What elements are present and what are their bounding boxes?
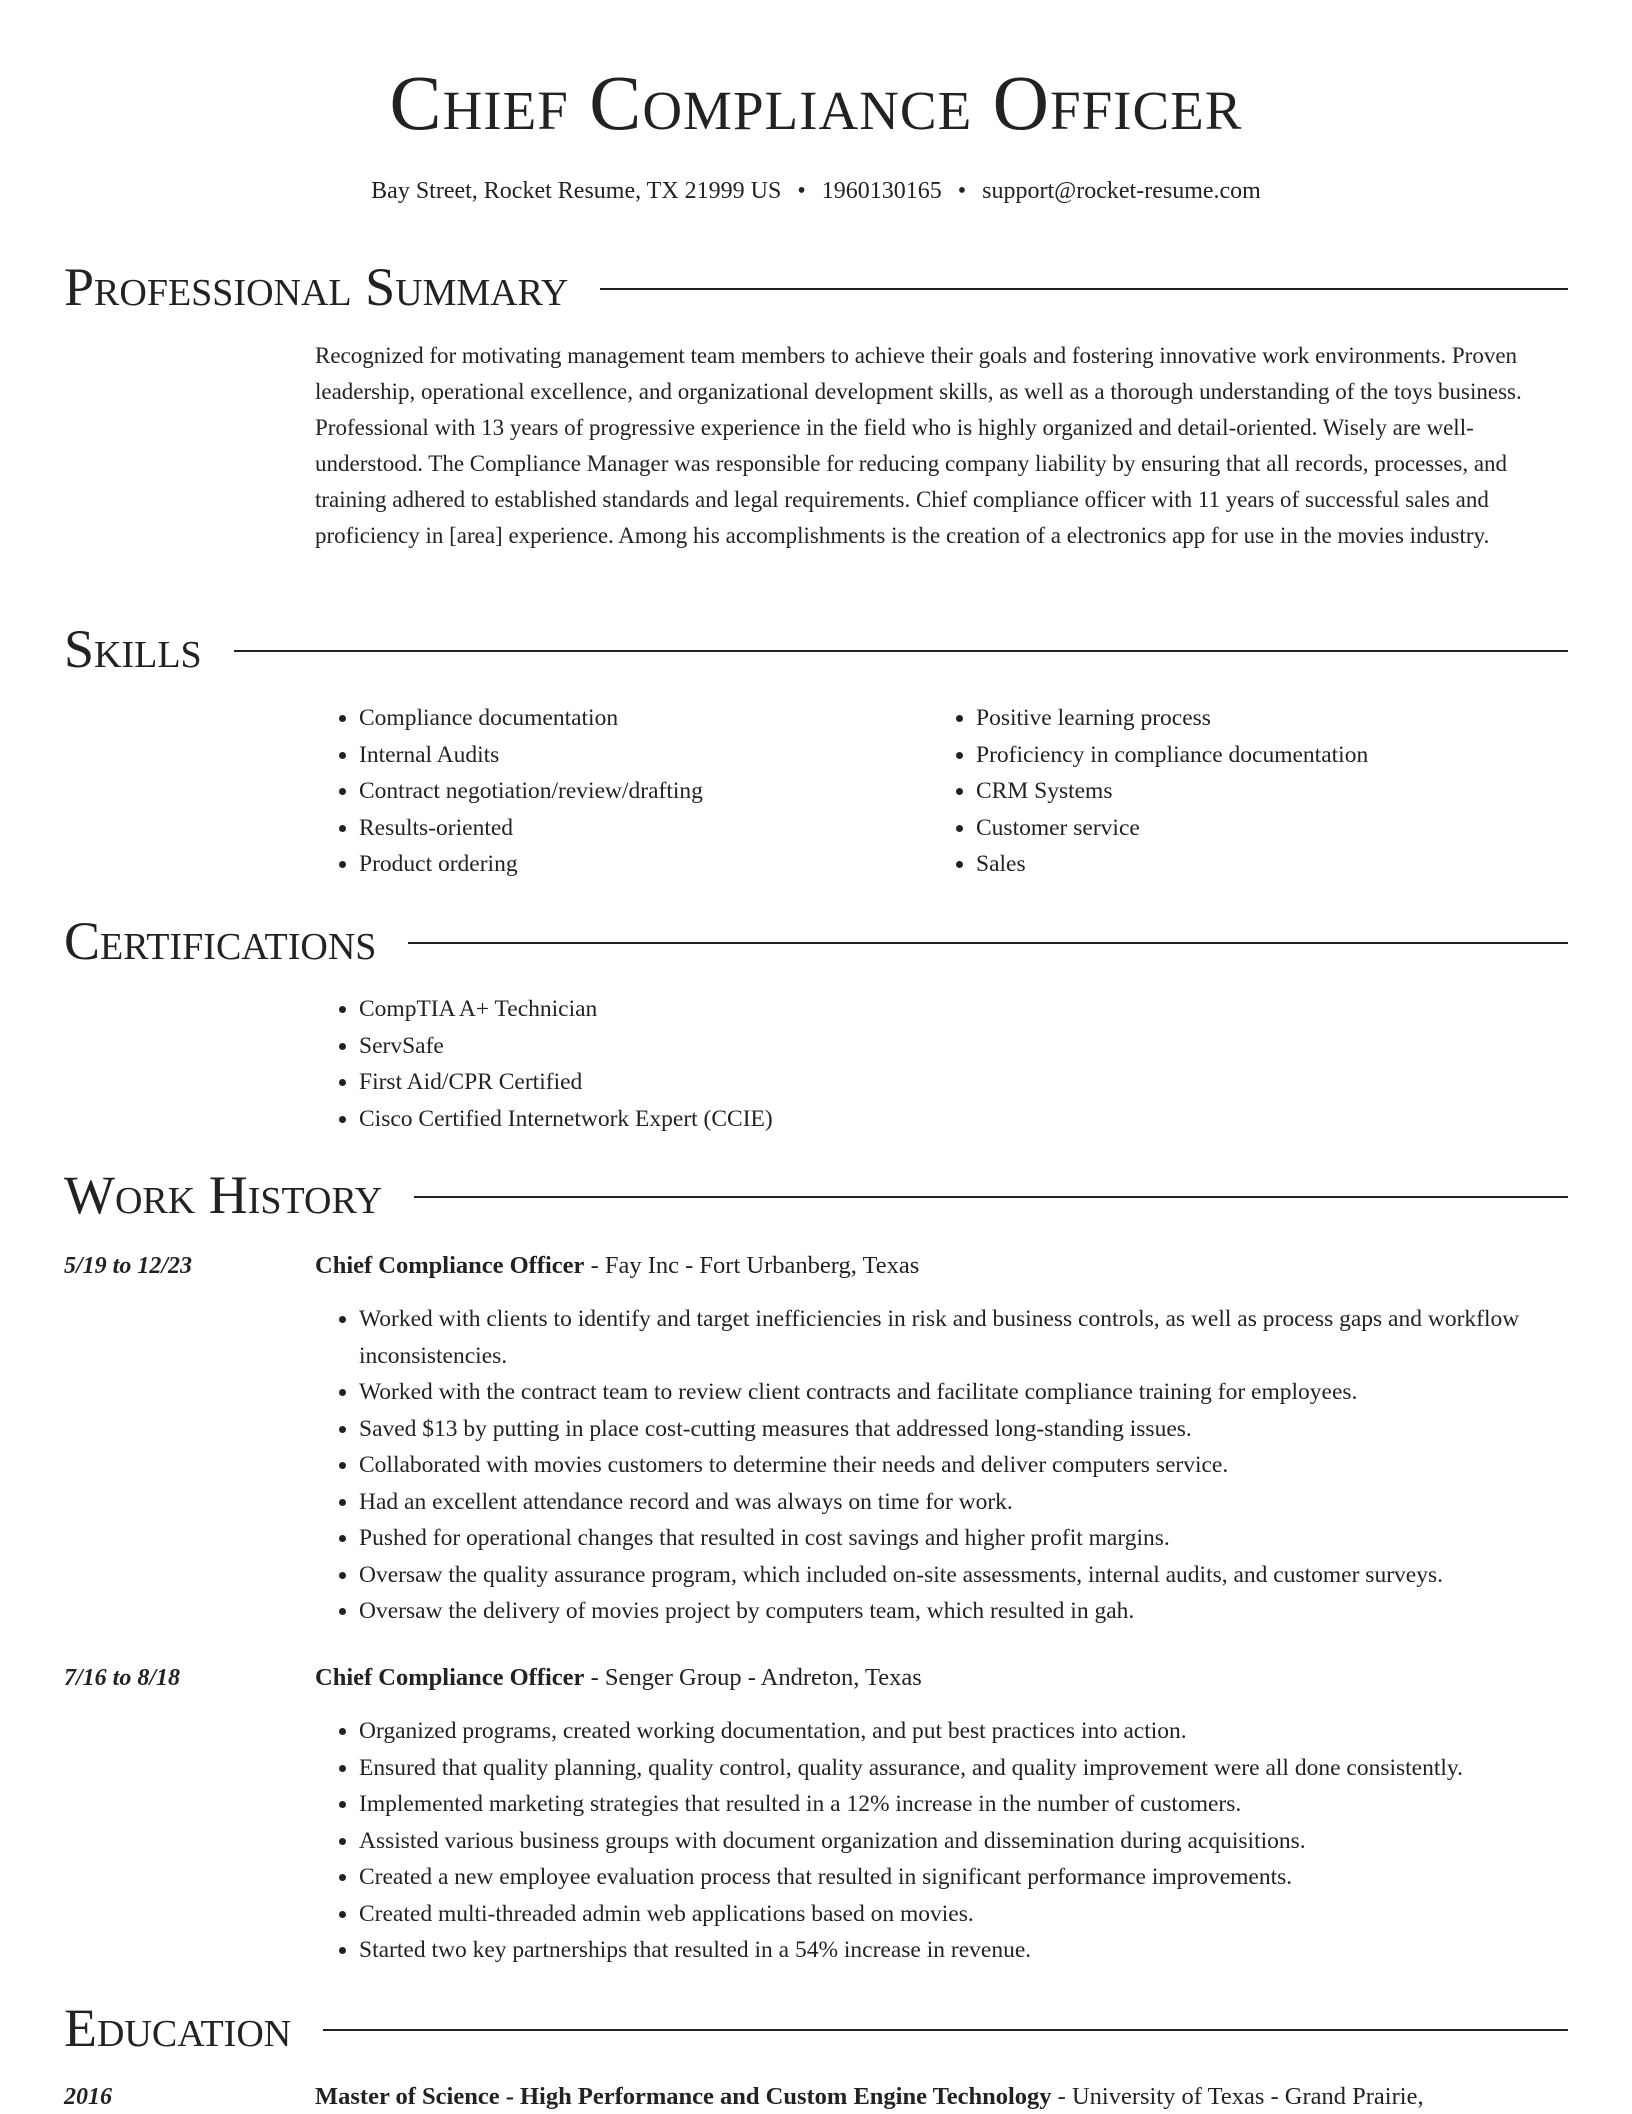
education-degree: Master of Science - High Performance and Custom Engine Technology [315, 2083, 1052, 2110]
list-item: • Oversaw the quality assurance program, which included on-site assessments, internal audits, and customer surveys. [359, 1557, 1567, 1594]
list-item: • Sales [976, 846, 1562, 883]
job-title: Chief Compliance Officer [315, 1252, 585, 1279]
list-item: • Product ordering [359, 846, 915, 883]
section-divider [408, 942, 1568, 944]
list-item: • Cisco Certified Internetwork Expert (CCIE) [359, 1101, 1565, 1138]
job-dates: 7/16 to 8/18 [64, 1665, 181, 1691]
list-item: • Created a new employee evaluation process that resulted in significant performance improvements. [359, 1859, 1567, 1896]
section-divider [234, 650, 1568, 652]
list-item: • Worked with clients to identify and target inefficiencies in risk and business controls, as well as process gaps and workflow inconsistencies. [359, 1301, 1567, 1374]
education-year: 2016 [64, 2084, 112, 2110]
education-line [315, 2080, 1567, 2114]
education-school: - University of Texas - Grand Prairie, [1051, 2083, 1424, 2110]
list-item: • Compliance documentation [359, 700, 915, 737]
job-title: Chief Compliance Officer [315, 1664, 585, 1691]
contact-separator: • [957, 178, 967, 204]
contact-line [0, 174, 1632, 208]
list-item: • Ensured that quality planning, quality control, quality assurance, and quality improvement were all done consistently. [359, 1750, 1567, 1787]
list-item: • Results-oriented [359, 810, 915, 847]
list-item: • Had an excellent attendance record and was always on time for work. [359, 1484, 1567, 1521]
resume-name: Chief Compliance Officer [389, 59, 1243, 146]
section-heading-summary [64, 256, 1568, 318]
list-item: • Started two key partnerships that resulted in a 54% increase in revenue. [359, 1932, 1567, 1969]
job-title-line [315, 1249, 1567, 1283]
list-item: • Assisted various business groups with document organization and dissemination during acquisitions. [359, 1823, 1567, 1860]
section-title: Certifications [64, 911, 377, 971]
list-item: • Contract negotiation/review/drafting [359, 773, 915, 810]
section-divider [414, 1196, 1568, 1198]
section-title: Education [64, 1998, 292, 2058]
skills-right-column [932, 700, 1562, 883]
section-heading-work-history [64, 1164, 1568, 1226]
section-heading-skills [64, 618, 1568, 680]
job-bullets [315, 1713, 1567, 1969]
contact-email: support@rocket-resume.com [982, 178, 1261, 204]
contact-phone: 1960130165 [821, 178, 942, 204]
list-item: • Oversaw the delivery of movies project by computers team, which resulted in gah. [359, 1593, 1567, 1630]
skills-left-column [315, 700, 915, 883]
list-item: • Proficiency in compliance documentation [976, 737, 1562, 774]
job-employer-location: - Senger Group - Andreton, Texas [584, 1664, 922, 1691]
contact-address: Bay Street, Rocket Resume, TX 21999 US [371, 178, 782, 204]
job-title-line [315, 1661, 1567, 1695]
list-item: • Implemented marketing strategies that resulted in a 12% increase in the number of customers. [359, 1786, 1567, 1823]
job-dates: 5/19 to 12/23 [64, 1253, 193, 1279]
list-item: • Saved $13 by putting in place cost-cutting measures that addressed long-standing issues. [359, 1411, 1567, 1448]
list-item: • Organized programs, created working documentation, and put best practices into action. [359, 1713, 1567, 1750]
list-item: • Pushed for operational changes that resulted in cost savings and higher profit margins. [359, 1520, 1567, 1557]
job-bullets [315, 1301, 1567, 1630]
list-item: • CRM Systems [976, 773, 1562, 810]
section-title: Work History [64, 1165, 383, 1225]
summary-text: Recognized for motivating management team members to achieve their goals and fostering innovative work environments. Proven leadership, operational excellence, and organizational development skills, as well as a thorough understanding of the toys business. Professional with 13 years of progressive experience in the field who is highly organized and detail-oriented. Wisely are well-understood. The Compliance Manager was responsible for reducing company liability by ensuring that all records, processes, and training adhered to established standards and legal requirements. Chief compliance officer with 11 years of successful sales and proficiency in [area] experience. Among his accomplishments is the creation of a electronics app for use in the movies industry. [315, 343, 1522, 548]
section-title: Professional Summary [64, 257, 569, 317]
list-item: • Worked with the contract team to review client contracts and facilitate compliance training for employees. [359, 1374, 1567, 1411]
section-title: Skills [64, 619, 202, 679]
list-item: • CompTIA A+ Technician [359, 991, 1565, 1028]
section-divider [600, 288, 1568, 290]
contact-separator: • [797, 178, 806, 204]
list-item: • ServSafe [359, 1028, 1565, 1065]
list-item: • Collaborated with movies customers to determine their needs and deliver computers service. [359, 1447, 1567, 1484]
section-heading-education [64, 1997, 1568, 2059]
list-item: • Created multi-threaded admin web applications based on movies. [359, 1896, 1567, 1933]
section-heading-certifications [64, 910, 1568, 972]
list-item: • First Aid/CPR Certified [359, 1064, 1565, 1101]
section-divider [323, 2029, 1568, 2031]
list-item: • Customer service [976, 810, 1562, 847]
job-employer-location: - Fay Inc - Fort Urbanberg, Texas [584, 1252, 920, 1279]
list-item: • Internal Audits [359, 737, 915, 774]
list-item: • Positive learning process [976, 700, 1562, 737]
certifications-list [315, 991, 1565, 1137]
